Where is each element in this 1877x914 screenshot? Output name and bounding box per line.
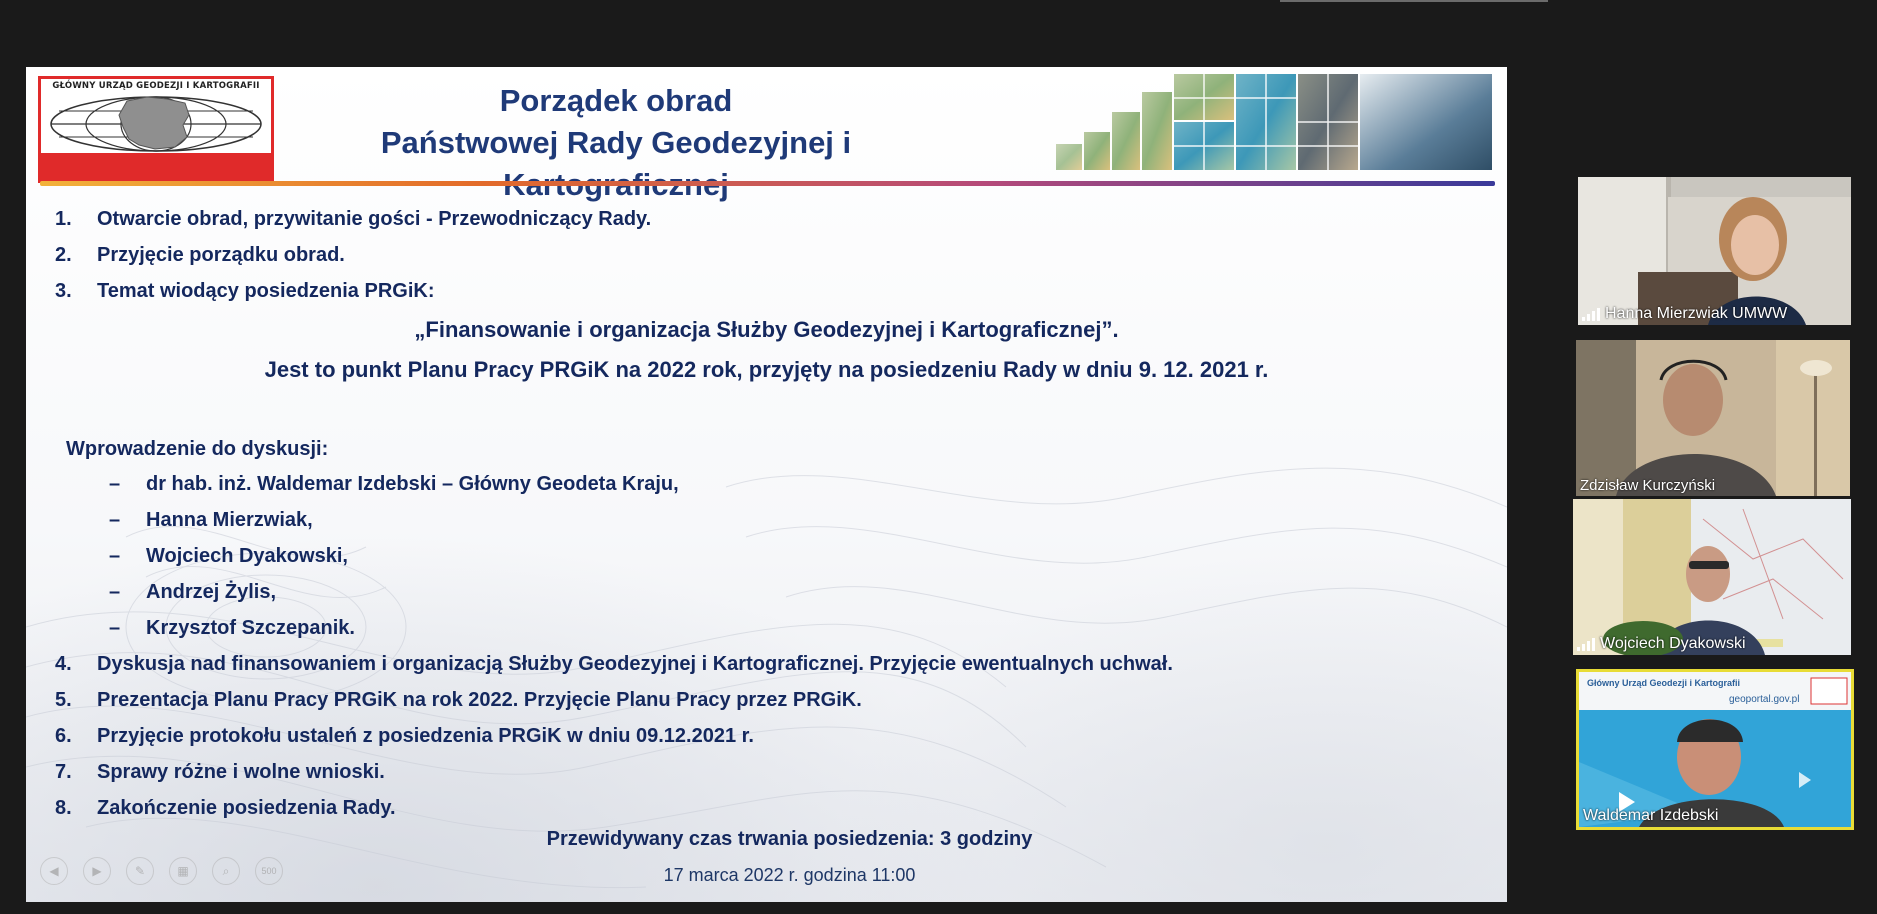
participant-name-label: Wojciech Dyakowski (1577, 635, 1746, 653)
participant-tile-waldemar-izdebski[interactable] (1579, 672, 1851, 827)
meeting-date: 17 marca 2022 r. godzina 11:00 (663, 865, 916, 885)
signal-strength-icon (1577, 637, 1595, 651)
shared-screen-org-text: Główny Urząd Geodezji i Kartografii (1587, 678, 1741, 688)
participant-video (1578, 177, 1851, 325)
participant-video (1579, 672, 1851, 827)
shared-presentation-slide (26, 67, 1507, 902)
participant-video (1573, 499, 1851, 655)
theme-note: Jest to punkt Planu Pracy PRGiK na 2022 rok, przyjęty na posiedzeniu Rady w dniu 9. 12. 2021 r. (264, 357, 1269, 382)
slide-title-line1: Porządek obrad (499, 83, 733, 118)
slideshow-controls (26, 857, 296, 893)
logo-text: GŁÓWNY URZĄD GEODEZJI I KARTOGRAFII (52, 81, 260, 91)
zoom-icon[interactable]: ⌕ (212, 857, 240, 885)
more-options-icon[interactable]: 500 (255, 857, 283, 885)
participant-tile-wojciech-dyakowski[interactable] (1573, 499, 1851, 655)
pen-icon[interactable]: ✎ (126, 857, 154, 885)
slides-grid-icon[interactable]: ▦ (169, 857, 197, 885)
next-slide-icon[interactable]: ▶ (83, 857, 111, 885)
signal-strength-icon (1582, 307, 1600, 321)
window-drag-handle[interactable] (1280, 0, 1548, 2)
shared-screen-portal-text: geoportal.gov.pl (1729, 694, 1800, 705)
participant-name-label: Waldemar Izdebski (1583, 807, 1719, 824)
agenda: 1. Otwarcie obrad, przywitanie gości - Przewodniczący Rady. 2. Przyjęcie porządku obrad. 3. Temat wiodący posiedzenia PRGiK: „Finansowanie i organizacja Służby Geodezyjnej i Kartograficznej”. Jest to punkt Planu Pracy PRGiK na 2022 rok, przyjęty na posiedzeniu Rady w dniu 9. 12. 2021 r. Wprowadzenie do dyskusji: – dr hab. inż. Waldemar Izdebski – Główny Geodeta Kraju, – Hanna Mierzwiak, – Wojciech Dyakowski, – Andrzej Żylis, – Krzysztof Szczepanik. 4. Dyskusja nad finansowaniem i organizacją Służby Geodezyjnej i Kartograficznej. Przyjęcie ewentualnych uchwał. 5. Prezentacja Planu Pracy PRGiK na rok 2022. Przyjęcie Planu Pracy przez PRGiK. 6. Przyjęcie protokołu ustaleń z posiedzenia PRGiK w dniu 09.12.2021 r. 7. Sprawy różne i wolne wnioski. 8. Zakończenie posiedzenia Rady. Przewidywany czas trwania posiedzenia: 3 godziny 17 marca 2022 r. godzina 11:00 (26, 67, 1507, 902)
participant-name-label: Zdzisław Kurczyński (1580, 477, 1716, 494)
duration-note: Przewidywany czas trwania posiedzenia: 3 godziny (546, 828, 1033, 850)
theme-title: „Finansowanie i organizacja Służby Geodezyjnej i Kartograficznej”. (414, 317, 1119, 342)
participant-tile-hanna-mierzwiak[interactable] (1578, 177, 1851, 325)
participant-tile-zdzislaw-kurczynski[interactable] (1576, 340, 1850, 496)
previous-slide-icon[interactable]: ◀ (40, 857, 68, 885)
participant-name-label: Hanna Mierzwiak UMWW (1582, 305, 1787, 323)
intro-heading: Wprowadzenie do dyskusji: (66, 438, 329, 460)
participant-video (1576, 340, 1850, 496)
slide-title-line2: Państwowej Rady Geodezyjnej i (380, 125, 852, 160)
